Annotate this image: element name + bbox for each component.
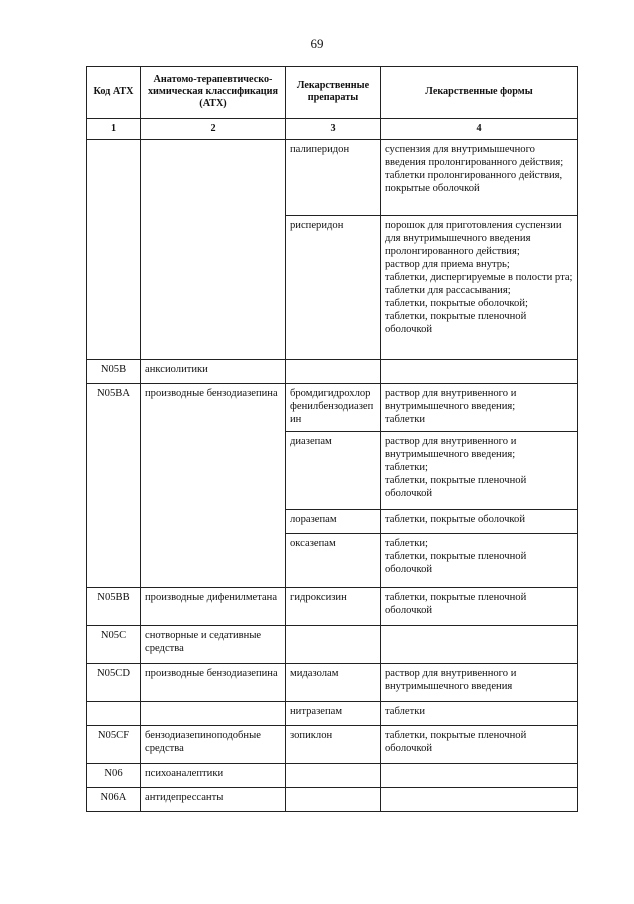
cell-drug: оксазепам bbox=[286, 534, 381, 588]
table-row bbox=[87, 764, 578, 788]
form-item: таблетки bbox=[385, 706, 426, 717]
cell-drug: зопиклон bbox=[286, 726, 381, 764]
table-row bbox=[87, 360, 578, 384]
cell-classification: производные бензодиазепина bbox=[141, 384, 286, 588]
column-number-row bbox=[87, 119, 578, 140]
cell-forms bbox=[381, 664, 578, 702]
header-code: Код АТХ bbox=[87, 67, 141, 119]
form-item: таблетки, покрытые пленочной оболочкой bbox=[385, 592, 527, 616]
table-row bbox=[87, 726, 578, 764]
cell-drug: нитразепам bbox=[286, 702, 381, 726]
cell-forms bbox=[381, 764, 578, 788]
form-item: таблетки, покрытые оболочкой bbox=[385, 514, 525, 525]
cell-drug: диазепам bbox=[286, 432, 381, 510]
header-forms: Лекарственные формы bbox=[381, 67, 578, 119]
atx-drug-table bbox=[86, 66, 578, 812]
cell-forms bbox=[381, 788, 578, 812]
table-row bbox=[87, 702, 578, 726]
form-item: таблетки, покрытые пленочной оболочкой bbox=[385, 311, 527, 335]
cell-code: N05BA bbox=[87, 384, 141, 588]
cell-drug bbox=[286, 626, 381, 664]
cell-forms bbox=[381, 216, 578, 360]
cell-drug: палиперидон bbox=[286, 140, 381, 216]
cell-classification: снотворные и седативные средства bbox=[141, 626, 286, 664]
table-row bbox=[87, 626, 578, 664]
form-item: таблетки; bbox=[385, 538, 428, 549]
cell-classification: анксиолитики bbox=[141, 360, 286, 384]
cell-forms bbox=[381, 432, 578, 510]
cell-drug: бромдигидрохлорфенилбензодиазепин bbox=[286, 384, 381, 432]
form-item: таблетки; bbox=[385, 462, 428, 473]
cell-drug: мидазолам bbox=[286, 664, 381, 702]
cell-forms bbox=[381, 726, 578, 764]
table-row bbox=[87, 588, 578, 626]
cell-code: N06A bbox=[87, 788, 141, 812]
column-number: 1 bbox=[87, 119, 141, 140]
cell-forms bbox=[381, 702, 578, 726]
cell-classification bbox=[141, 702, 286, 726]
cell-classification: антидепрессанты bbox=[141, 788, 286, 812]
form-item: таблетки, покрытые пленочной оболочкой bbox=[385, 551, 527, 575]
cell-code: N06 bbox=[87, 764, 141, 788]
form-item: таблетки bbox=[385, 414, 426, 425]
cell-forms bbox=[381, 534, 578, 588]
form-item: таблетки пролонгированного действия, покрытые оболочкой bbox=[385, 170, 563, 194]
cell-drug: рисперидон bbox=[286, 216, 381, 360]
cell-drug bbox=[286, 360, 381, 384]
column-number: 2 bbox=[141, 119, 286, 140]
table-row bbox=[87, 384, 578, 432]
cell-drug: лоразепам bbox=[286, 510, 381, 534]
header-row bbox=[87, 67, 578, 119]
form-item: таблетки, диспергируемые в полости рта; bbox=[385, 272, 573, 283]
cell-classification: психоаналептики bbox=[141, 764, 286, 788]
cell-code: N05BB bbox=[87, 588, 141, 626]
form-item: суспензия для внутримышечного введения пролонгированного действия; bbox=[385, 144, 564, 168]
header-classification: Анатомо-терапевтическо-химическая классификация (АТХ) bbox=[141, 67, 286, 119]
cell-code bbox=[87, 702, 141, 726]
form-item: раствор для внутривенного и внутримышечного введения bbox=[385, 668, 517, 692]
cell-classification bbox=[141, 140, 286, 360]
cell-code: N05CF bbox=[87, 726, 141, 764]
cell-forms bbox=[381, 360, 578, 384]
form-item: таблетки для рассасывания; bbox=[385, 285, 511, 296]
cell-forms bbox=[381, 588, 578, 626]
form-item: раствор для внутривенного и внутримышечного введения; bbox=[385, 388, 517, 412]
cell-drug bbox=[286, 788, 381, 812]
form-item: таблетки, покрытые пленочной оболочкой bbox=[385, 475, 527, 499]
cell-forms bbox=[381, 626, 578, 664]
cell-forms bbox=[381, 384, 578, 432]
header-drugs: Лекарственные препараты bbox=[286, 67, 381, 119]
cell-drug bbox=[286, 764, 381, 788]
form-item: таблетки, покрытые пленочной оболочкой bbox=[385, 730, 527, 754]
cell-forms bbox=[381, 140, 578, 216]
table-row bbox=[87, 788, 578, 812]
cell-forms bbox=[381, 510, 578, 534]
form-item: раствор для внутривенного и внутримышечного введения; bbox=[385, 436, 517, 460]
column-number: 3 bbox=[286, 119, 381, 140]
cell-code: N05C bbox=[87, 626, 141, 664]
cell-classification: бензодиазепиноподобные средства bbox=[141, 726, 286, 764]
form-item: раствор для приема внутрь; bbox=[385, 259, 510, 270]
cell-code: N05B bbox=[87, 360, 141, 384]
form-item: таблетки, покрытые оболочкой; bbox=[385, 298, 528, 309]
cell-drug: гидроксизин bbox=[286, 588, 381, 626]
page-number: 69 bbox=[310, 36, 324, 51]
table-body bbox=[87, 140, 578, 812]
table-row bbox=[87, 140, 578, 216]
cell-code: N05CD bbox=[87, 664, 141, 702]
column-number: 4 bbox=[381, 119, 578, 140]
cell-code bbox=[87, 140, 141, 360]
cell-classification: производные дифенилметана bbox=[141, 588, 286, 626]
table-row bbox=[87, 664, 578, 702]
cell-classification: производные бензодиазепина bbox=[141, 664, 286, 702]
form-item: порошок для приготовления суспензии для внутримышечного введения пролонгированного действия; bbox=[385, 220, 562, 257]
